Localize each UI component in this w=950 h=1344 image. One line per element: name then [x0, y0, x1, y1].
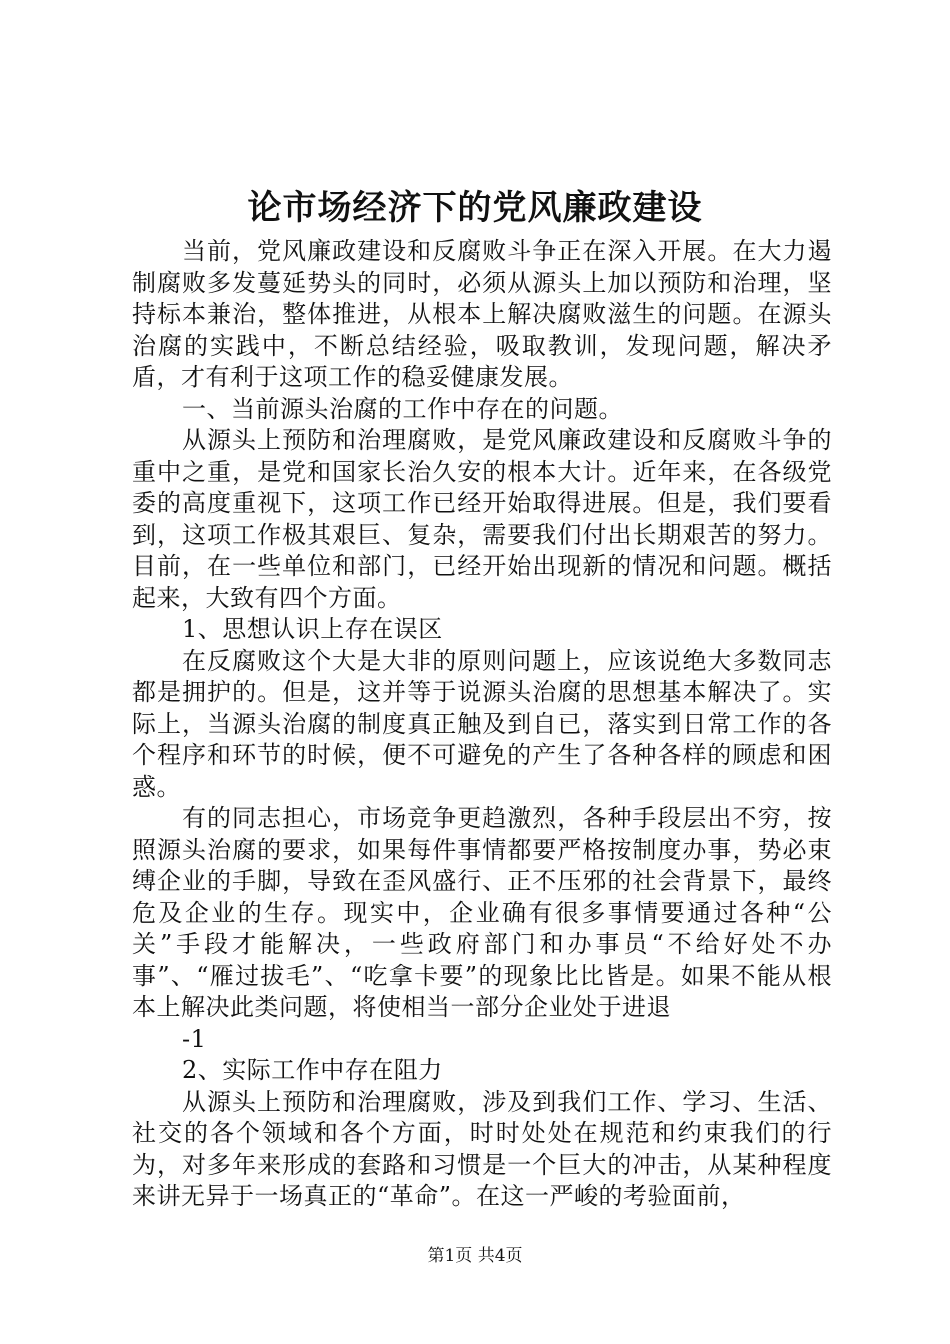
- paragraph-subsection-1a: 在反腐败这个大是大非的原则问题上，应该说绝大多数同志都是拥护的。但是，这并等于说源头治腐的思想基本解决了。实际上，当源头治腐的制度真正触及到自已，落实到日常工作的各个程序和环节的时候，便不可避免的产生了各种各样的顾虑和困惑。: [132, 646, 832, 801]
- paragraph-subsection-1b: 有的同志担心，市场竞争更趋激烈，各种手段层出不穷，按照源头治腐的要求，如果每件事情都要严格按制度办事，势必束缚企业的手脚，导致在歪风盛行、正不压邪的社会背景下，最终危及企业的生存。现实中，企业确有很多事情要通过各种“公关”手段才能解决，一些政府部门和办事员“不给好处不办事”、“雁过拔毛”、“吃拿卡要”的现象比比皆是。如果不能从根本上解决此类问题，将使相当一部分企业处于进退: [132, 804, 832, 1021]
- document-title: 论市场经济下的党风廉政建设: [247, 188, 703, 228]
- section-heading-1: 一、当前源头治腐的工作中存在的问题。: [182, 394, 623, 423]
- subheading-2: 2、实际工作中存在阻力: [182, 1056, 443, 1084]
- document-body: [132, 236, 832, 1213]
- paragraph-section-1: 从源头上预防和治理腐败，是党风廉政建设和反腐败斗争的重中之重，是党和国家长治久安的根本大计。近年来，在各级党委的高度重视下，这项工作已经开始取得进展。但是，我们要看到，这项工作极其艰巨、复杂，需要我们付出长期艰苦的努力。目前，在一些单位和部门，已经开始出现新的情况和问题。概括起来，大致有四个方面。: [132, 426, 832, 612]
- page-footer: 第1页 共4页: [427, 1246, 523, 1266]
- paragraph-intro: 当前，党风廉政建设和反腐败斗争正在深入开展。在大力遏制腐败多发蔓延势头的同时，必须从源头上加以预防和治理，坚持标本兼治，整体推进，从根本上解决腐败滋生的问题。在源头治腐的实践中，不断总结经验，吸取教训，发现问题，解决矛盾，才有利于这项工作的稳妥健康发展。: [132, 237, 832, 391]
- subheading-1: 1、思想认识上存在误区: [182, 615, 443, 643]
- page-marker: -1: [182, 1024, 207, 1053]
- paragraph-subsection-2: 从源头上预防和治理腐败，涉及到我们工作、学习、生活、社交的各个领域和各个方面，时时处处在规范和约束我们的行为，对多年来形成的套路和习惯是一个巨大的冲击，从某种程度来讲无异于一场真正的“革命”。在这一严峻的考验面前，: [132, 1087, 832, 1210]
